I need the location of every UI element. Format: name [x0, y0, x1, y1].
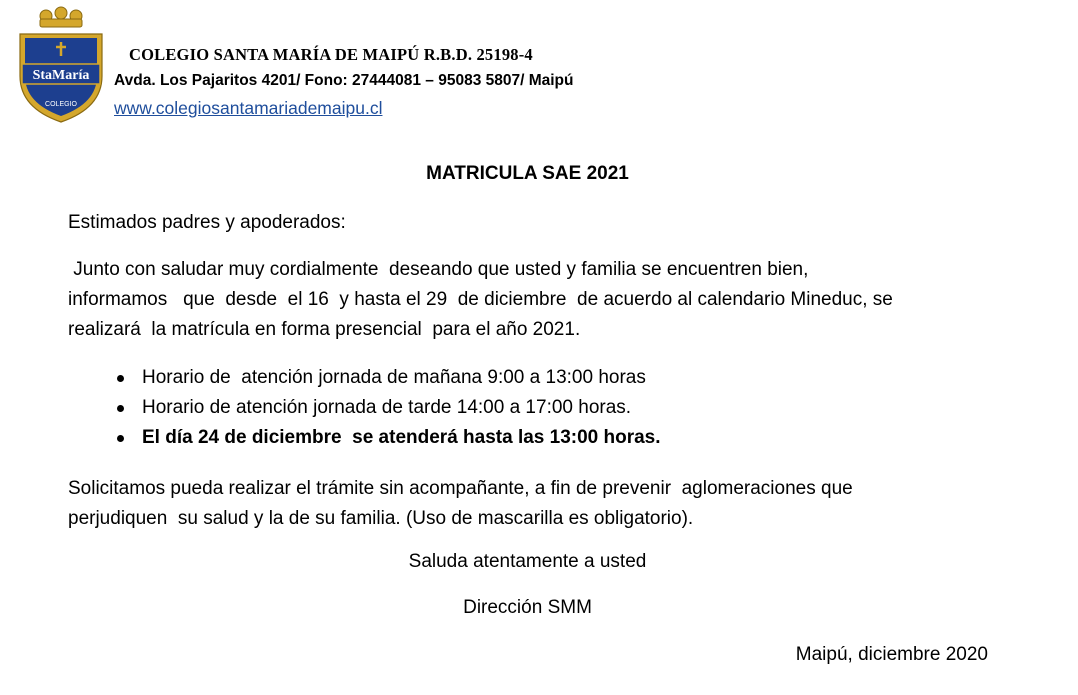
body-paragraph	[68, 255, 893, 345]
bullet-icon	[117, 375, 124, 382]
body-line: informamos que desde el 16 y hasta el 29 de diciembre de acuerdo al calendario Mineduc, se	[68, 289, 893, 310]
letter-title: MATRICULA SAE 2021	[426, 163, 629, 184]
list-item-text: El día 24 de diciembre se atenderá hasta las 13:00 horas.	[142, 427, 661, 448]
crest-subtext: COLEGIO	[45, 101, 77, 108]
request-paragraph	[68, 474, 853, 534]
body-line: realizará la matrícula en forma presencial para el año 2021.	[68, 319, 581, 340]
crest-text: StaMaría	[32, 68, 90, 83]
greeting: Estimados padres y apoderados:	[68, 212, 346, 233]
request-line: perjudiquen su salud y la de su familia. (Uso de mascarilla es obligatorio).	[68, 508, 694, 529]
signature: Dirección SMM	[463, 597, 592, 618]
school-website-link[interactable]: www.colegiosantamariademaipu.cl	[114, 98, 383, 118]
request-line: Solicitamos pueda realizar el trámite sin acompañante, a fin de prevenir aglomeraciones que	[68, 478, 853, 499]
bullet-icon	[117, 405, 124, 412]
school-crest-logo	[14, 4, 108, 126]
body-line: Junto con saludar muy cordialmente deseando que usted y familia se encuentren bien,	[68, 259, 809, 280]
list-item-text: Horario de atención jornada de mañana 9:00 a 13:00 horas	[142, 367, 646, 388]
bullet-icon	[117, 435, 124, 442]
closing-line: Saluda atentamente a usted	[408, 551, 647, 572]
school-name: COLEGIO SANTA MARÍA DE MAIPÚ R.B.D. 25198-4	[129, 45, 533, 64]
school-address: Avda. Los Pajaritos 4201/ Fono: 27444081 – 95083 5807/ Maipú	[114, 72, 574, 89]
list-item-text: Horario de atención jornada de tarde 14:00 a 17:00 horas.	[142, 397, 632, 418]
date-line: Maipú, diciembre 2020	[795, 644, 988, 665]
